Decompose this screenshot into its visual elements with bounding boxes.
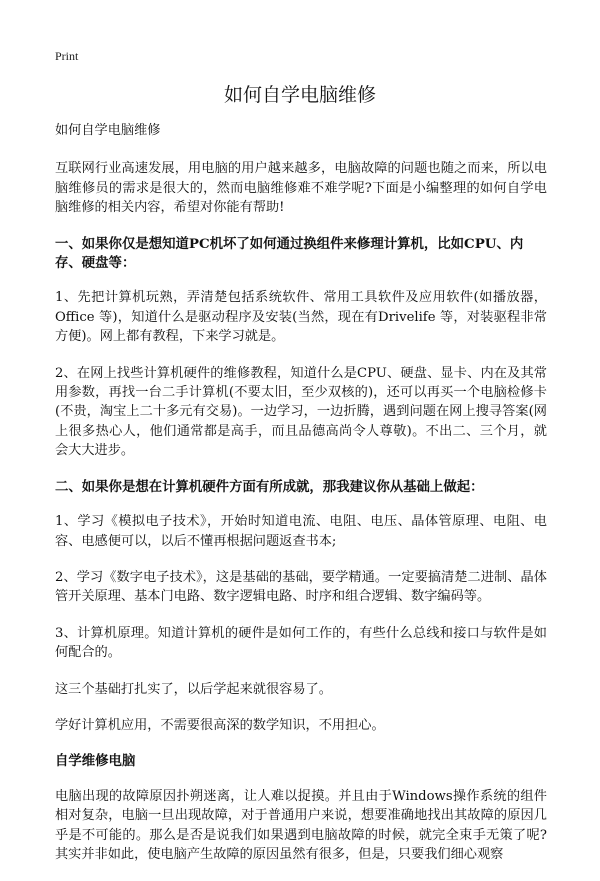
section-3-paragraph-1: 电脑出现的故障原因扑朔迷离，让人难以捉摸。并且由于Windows操作系统的组件相对复杂，电脑一旦出现故障，对于普通用户来说，想要准确地找出其故障的原因几乎是不可能的。那么是否是说我们如果遇到电脑故障的时候，就完全束手无策了呢?其实并非如此，使电脑产生故障的原因虽然有很多，但是，只要我们细心观察 bbox=[55, 788, 547, 862]
section-1-paragraph-1: 1、先把计算机玩熟，弄清楚包括系统软件、常用工具软件及应用软件(如播放器，Office 等)，知道什么是驱动程序及安装(当然，现在有Drivelife 等，对装驱程非常方便)。网上都有教程，下来学习就是。 bbox=[55, 290, 547, 345]
section-2-paragraph-3: 3、计算机原理。知道计算机的硬件是如何工作的，有些什么总线和接口与软件是如何配合的。 bbox=[55, 625, 547, 661]
article-subtitle: 如何自学电脑维修 bbox=[55, 123, 161, 138]
intro-paragraph: 互联网行业高速发展，用电脑的用户越来越多，电脑故障的问题也随之而来，所以电脑维修员的需求是很大的，然而电脑维修难不难学呢?下面是小编整理的如何自学电脑维修的相关内容，希望对你能有帮助! bbox=[55, 161, 547, 216]
section-1-paragraph-2: 2、在网上找些计算机硬件的维修教程，知道什么是CPU、硬盘、显卡、内在及其常用参数，再找一台二手计算机(不要太旧，至少双核的)，还可以再买一个电脑检修卡(不贵，淘宝上二十多元有交易)。一边学习，一边折腾，遇到问题在网上搜寻答案(网上很多热心人，他们通常都是高手，而且品德高尚令人尊敬)。不出二、三个月，就会大大进步。 bbox=[55, 365, 547, 459]
article-body bbox=[55, 121, 547, 881]
section-1-heading: 一、如果你仅是想知道PC机坏了如何通过换组件来修理计算机，比如CPU、内存、硬盘等： bbox=[55, 235, 524, 272]
document-title: 如何自学电脑维修 bbox=[223, 84, 376, 106]
summary-paragraph-1: 这三个基础打扎实了，以后学起来就很容易了。 bbox=[55, 681, 332, 697]
section-3-heading: 自学维修电脑 bbox=[55, 753, 136, 770]
section-2-paragraph-1: 1、学习《模拟电子技术》，开始时知道电流、电阻、电压、晶体管原理、电阻、电容、电感便可以，以后不懂再根据问题返查书本; bbox=[55, 514, 547, 549]
section-2-paragraph-2: 2、学习《数字电子技术》，这是基础的基础，要学精通。一定要搞清楚二进制、晶体管开关原理、基本门电路、数字逻辑电路、时序和组合逻辑、数字编码等。 bbox=[55, 569, 547, 605]
summary-paragraph-2: 学好计算机应用，不需要很高深的数学知识，不用担心。 bbox=[55, 717, 385, 733]
section-2-heading: 二、如果你是想在计算机硬件方面有所成就，那我建议你从基础上做起： bbox=[55, 478, 484, 495]
print-link[interactable]: Print bbox=[55, 49, 79, 63]
